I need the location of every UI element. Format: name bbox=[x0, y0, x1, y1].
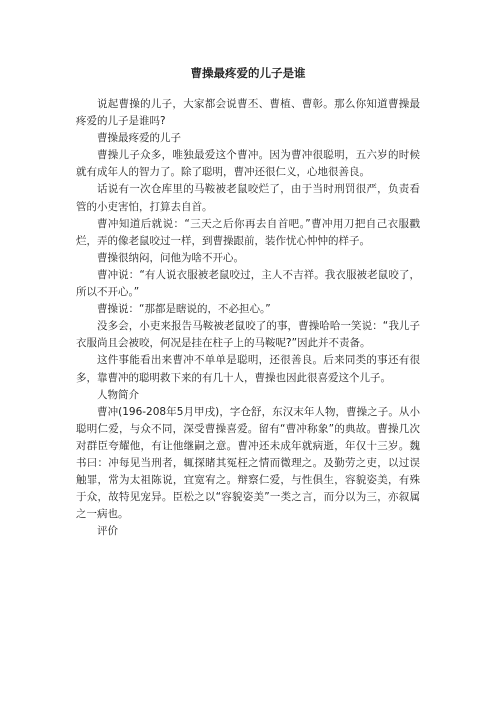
paragraph: 曹冲说：“有人说衣服被老鼠咬过，主人不吉祥。我衣服被老鼠咬了，所以不开心。” bbox=[76, 268, 420, 299]
paragraph: 曹操儿子众多，唯独最爱这个曹冲。因为曹冲很聪明，五六岁的时候就有成年人的智力了。除了聪明，曹冲还很仁义，心地很善良。 bbox=[76, 149, 420, 179]
paragraph: 曹操很纳闷，问他为啥不开心。 bbox=[97, 251, 244, 264]
paragraph: 曹冲知道后就说：“三天之后你再去自首吧。”曹冲用刀把自己衣服戳烂，弄的像老鼠咬过一样，到曹操跟前，装作忧心忡忡的样子。 bbox=[76, 217, 420, 247]
document-title: 曹操最疼爱的儿子是谁 bbox=[190, 66, 306, 80]
document-body bbox=[76, 96, 420, 540]
paragraph-intro: 说起曹操的儿子，大家都会说曹丕、曹植、曹彰。那么你知道曹操最疼爱的儿子是谁吗? bbox=[76, 98, 420, 128]
paragraph: 曹操说：“那都是瞎说的，不必担心。” bbox=[97, 303, 271, 316]
paragraph: 没多会，小吏来报告马鞍被老鼠咬了的事，曹操哈哈一笑说：“我儿子衣服尚且会被咬，何况是挂在柱子上的马鞍呢?”因此并不责备。 bbox=[76, 320, 420, 350]
section-heading-biography: 人物简介 bbox=[97, 388, 139, 401]
section-heading-favorite-son: 曹操最疼爱的儿子 bbox=[97, 132, 181, 145]
paragraph: 话说有一次仓库里的马鞍被老鼠咬烂了，由于当时刑罚很严，负责看管的小吏害怕，打算去自首。 bbox=[76, 183, 420, 213]
section-heading-evaluation: 评价 bbox=[97, 525, 118, 538]
paragraph: 这件事能看出来曹冲不单单是聪明，还很善良。后来同类的事还有很多，靠曹冲的聪明救下来的有几十人，曹操也因此很喜爱这个儿子。 bbox=[76, 354, 420, 384]
paragraph-biography: 曹冲(196-208年5月甲戌)，字仓舒，东汉末年人物，曹操之子。从小聪明仁爱，与众不同，深受曹操喜爱。留有“曹冲称象”的典故。曹操几次对群臣夸耀他，有让他继嗣之意。曹冲还未成年就病逝，年仅十三岁。魏书曰：冲每见当刑者，辄探睹其冤枉之情而微理之。及勤劳之吏，以过误触罪，常为太祖陈说，宜宽宥之。辩察仁爱，与性俱生，容貌姿美，有殊于众，故特见宠异。臣松之以“容貌姿美”一类之言，而分以为三，亦叙属之一病也。 bbox=[76, 405, 420, 521]
